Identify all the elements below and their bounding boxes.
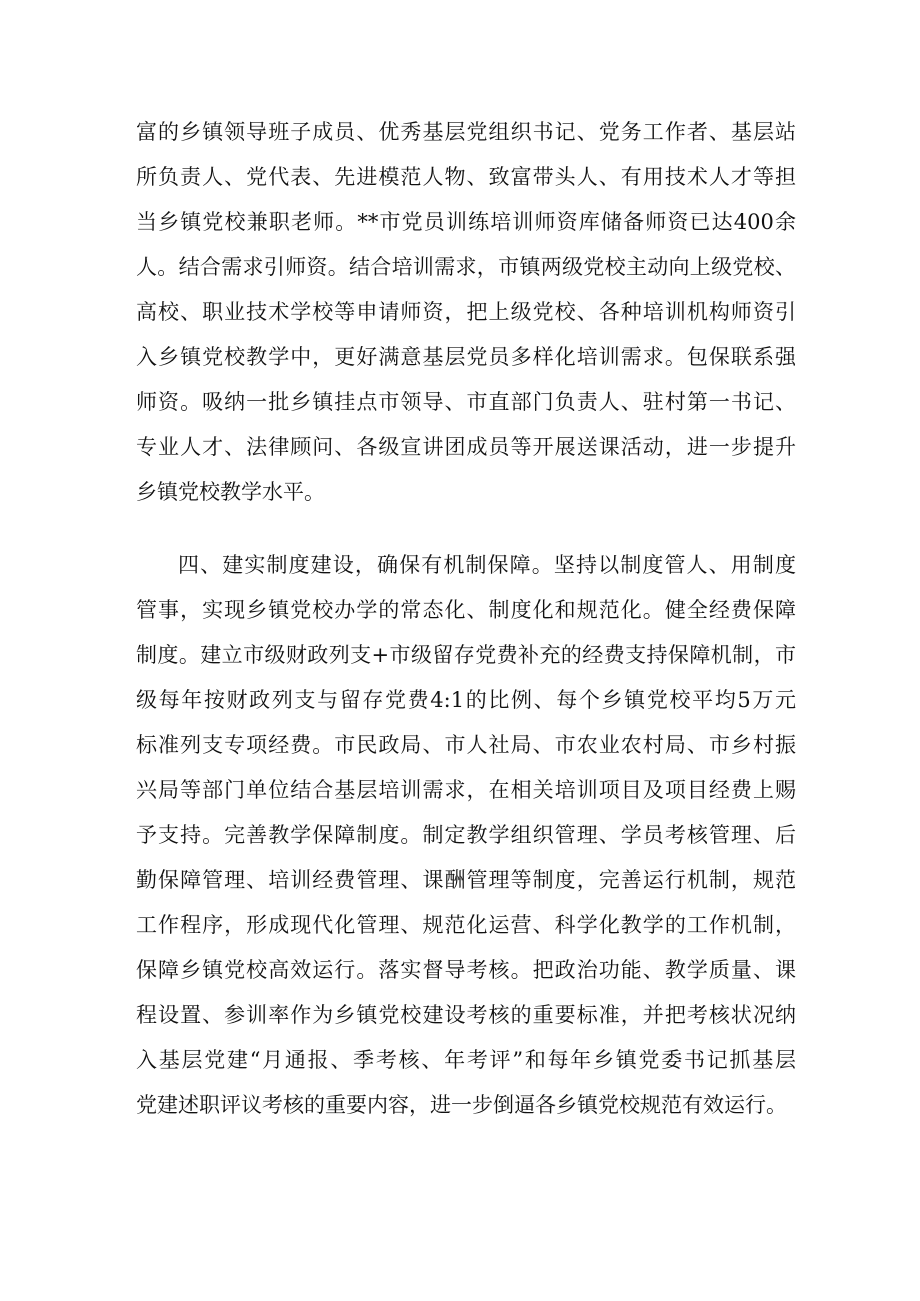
text-line: 入乡镇党校教学中，更好满意基层党员多样化培训需求。包保联系强 [136,345,796,369]
text-line: 入基层党建“月通报、季考核、年考评”和每年乡镇党委书记抓基层 [136,1048,796,1072]
paragraph-1 [136,110,796,515]
text-line: 乡镇党校教学水平。 [136,480,325,504]
text-line: 党建述职评议考核的重要内容，进一步倒逼各乡镇党校规范有效运行。 [136,1093,787,1117]
text-line: 师资。吸纳一批乡镇挂点市领导、市直部门负责人、驻村第一书记、 [136,390,796,414]
text-line: 保障乡镇党校高效运行。落实督导考核。把政治功能、教学质量、课 [136,958,796,982]
text-line: 当乡镇党校兼职老师。**市党员训练培训师资库储备师资已达400余 [136,210,796,234]
text-line: 高校、职业技术学校等申请师资，把上级党校、各种培训机构师资引 [136,300,796,324]
text-line: 程设置、参训率作为乡镇党校建设考核的重要标准，并把考核状况纳 [136,1003,796,1027]
text-line: 予支持。完善教学保障制度。制定教学组织管理、学员考核管理、后 [136,823,796,847]
document-body [136,110,796,1128]
paragraph-2 [136,543,796,1128]
text-line: 人。结合需求引师资。结合培训需求，市镇两级党校主动向上级党校、 [136,255,796,279]
text-line: 级每年按财政列支与留存党费4:1的比例、每个乡镇党校平均5万元 [136,688,796,712]
text-line: 四、建实制度建设，确保有机制保障。坚持以制度管人、用制度 [178,553,796,577]
text-line: 富的乡镇领导班子成员、优秀基层党组织书记、党务工作者、基层站 [136,120,796,144]
text-line: 所负责人、党代表、先进模范人物、致富带头人、有用技术人才等担 [136,165,796,189]
text-line: 制度。建立市级财政列支+市级留存党费补充的经费支持保障机制，市 [136,643,796,667]
text-line: 标准列支专项经费。市民政局、市人社局、市农业农村局、市乡村振 [136,733,796,757]
text-line: 兴局等部门单位结合基层培训需求，在相关培训项目及项目经费上赐 [136,778,796,802]
text-line: 勤保障管理、培训经费管理、课酬管理等制度，完善运行机制，规范 [136,868,796,892]
text-line: 管事，实现乡镇党校办学的常态化、制度化和规范化。健全经费保障 [136,598,796,622]
text-line: 专业人才、法律顾问、各级宣讲团成员等开展送课活动，进一步提升 [136,435,796,459]
paragraph-gap [136,515,796,543]
text-line: 工作程序，形成现代化管理、规范化运营、科学化教学的工作机制， [136,913,796,937]
